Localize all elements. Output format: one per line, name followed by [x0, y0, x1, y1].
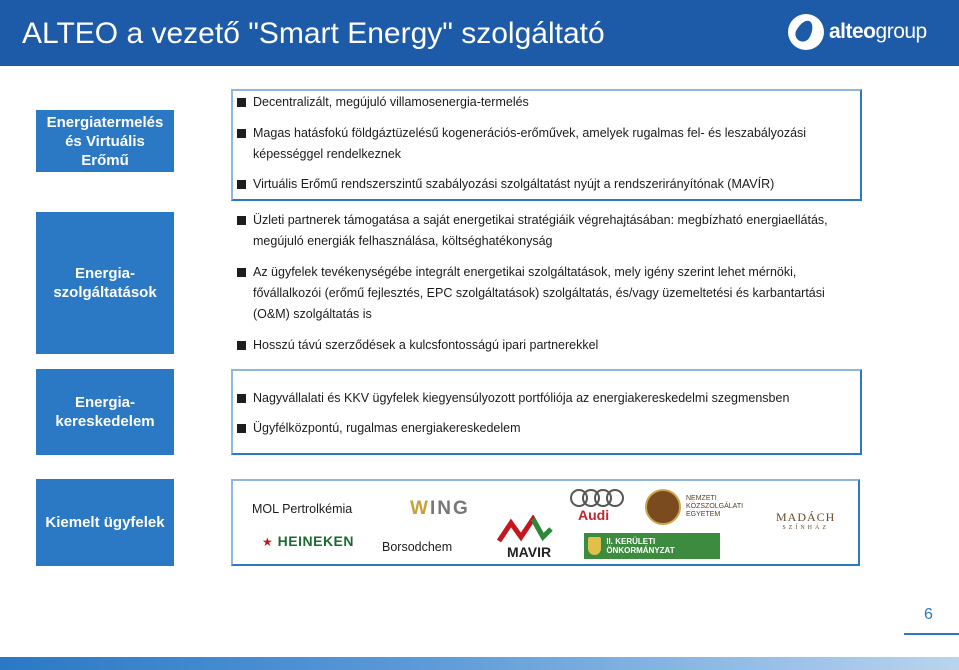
alteo-logo	[788, 14, 927, 50]
bullet-item: Virtuális Erőmű rendszerszintű szabályozási szolgáltatást nyújt a rendszerirányítónak (MAVÍR)	[237, 174, 847, 195]
bullet-square-icon	[237, 180, 246, 189]
section-label-energy-services: Energia- szolgáltatások	[36, 212, 174, 354]
nke-seal-icon	[645, 489, 681, 525]
heineken-logo: ★ HEINEKEN	[262, 533, 355, 549]
audi-ring-icon	[606, 489, 624, 507]
bullet-square-icon	[237, 216, 246, 225]
bullet-square-icon	[237, 394, 246, 403]
alteo-drop-icon	[788, 14, 824, 50]
mavir-zigzag-icon	[495, 515, 555, 545]
madach-logo: MADÁCH SZÍNHÁZ	[776, 510, 836, 531]
bullet-square-icon	[237, 98, 246, 107]
header-bar	[0, 0, 959, 66]
crest-icon	[588, 537, 601, 555]
bullet-item: Hosszú távú szerződések a kulcsfontosságú ipari partnerekkel	[237, 335, 847, 356]
bullet-item: Magas hatásfokú földgáztüzelésű kogenerációs-erőművek, amelyek rugalmas fel- és leszabályozási képességgel rendelkeznek	[237, 123, 837, 165]
bullet-item: Ügyfélközpontú, rugalmas energiakereskedelem	[237, 418, 849, 439]
red-star-icon: ★	[262, 535, 274, 549]
footer-divider	[904, 633, 959, 635]
section-label-key-clients: Kiemelt ügyfelek	[36, 479, 174, 566]
section-label-energy-production: Energiatermelés és Virtuális Erőmű	[36, 110, 174, 172]
mavir-logo: MAVIR	[495, 515, 555, 563]
bullet-item: Nagyvállalati és KKV ügyfelek kiegyensúlyozott portfóliója az energiakereskedelmi szegmensben	[237, 388, 849, 409]
logo-wordmark: alteogroup	[829, 20, 927, 43]
bullet-item: Decentralizált, megújuló villamosenergia-termelés	[237, 92, 847, 113]
client-mol-petrolkemia: MOL Pertrolkémia	[252, 502, 353, 516]
bullet-square-icon	[237, 129, 246, 138]
page-number: 6	[924, 606, 933, 623]
nke-logo: NEMZETI KÖZSZOLGÁLATI EGYETEM	[645, 488, 759, 526]
kerulet-onkormanyzat-logo: II. KERÜLETI ÖNKORMÁNYZAT	[584, 533, 720, 559]
bullet-square-icon	[237, 341, 246, 350]
footer-bar	[0, 657, 959, 670]
bullet-item: Üzleti partnerek támogatása a saját energetikai stratégiáik végrehajtásában: megbízható energiaellátás, megújuló energiák felhasználása, költséghatékonyság	[237, 210, 849, 252]
client-borsodchem: Borsodchem	[382, 540, 453, 554]
bullet-item: Az ügyfelek tevékenységébe integrált energetikai szolgáltatások, mely igény szerint lehet mérnöki, fővállalkozói (erőmű fejlesztés, EPC szolgáltatások) szolgáltatás, és/vagy üzemeltetési és karbantartási (O&M) szolgáltatás is	[237, 262, 859, 325]
section-label-energy-trading: Energia- kereskedelem	[36, 369, 174, 455]
bullet-square-icon	[237, 424, 246, 433]
bullet-square-icon	[237, 268, 246, 277]
section-box-energy-trading	[231, 369, 862, 455]
page-title: ALTEO a vezető "Smart Energy" szolgáltató	[22, 17, 605, 50]
audi-logo: Audi	[570, 489, 626, 523]
wing-logo: WING	[410, 498, 470, 519]
